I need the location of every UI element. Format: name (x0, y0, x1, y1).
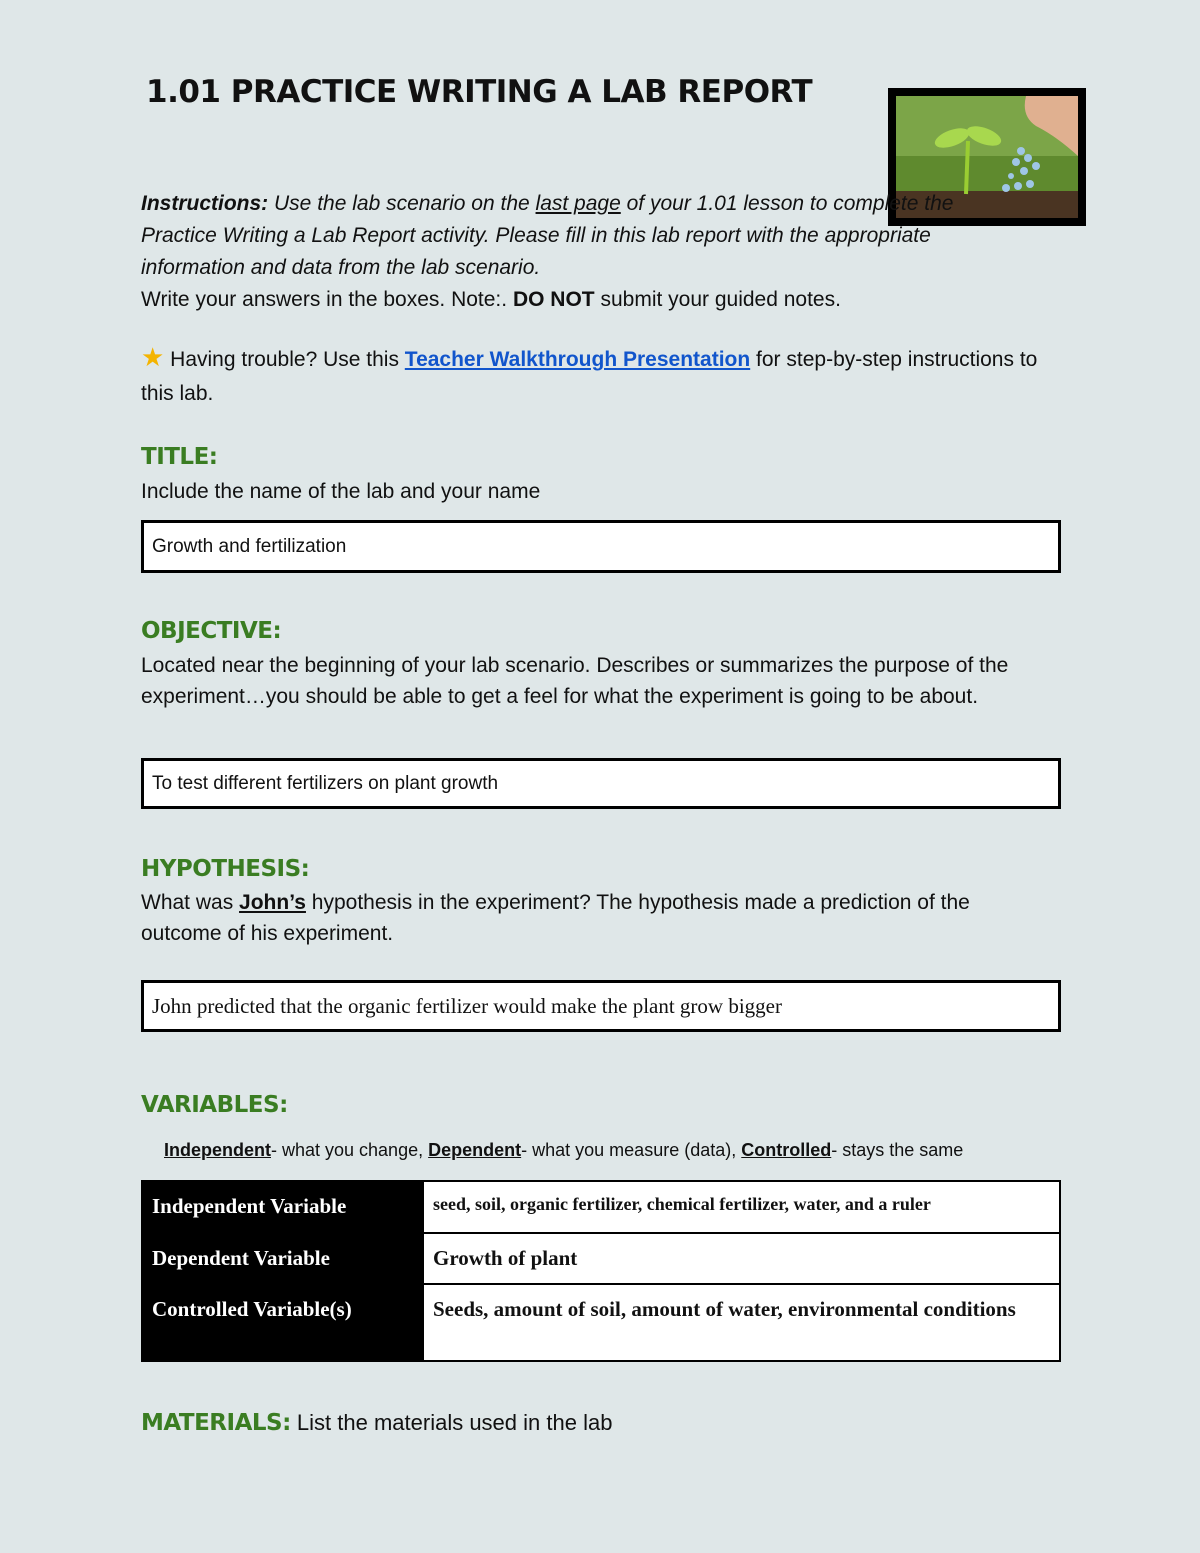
variables-table (141, 1180, 1061, 1362)
objective-answer: To test different fertilizers on plant growth (152, 772, 499, 794)
help-suffix: for step-by-step instructions to this lab. (141, 348, 1038, 405)
instructions-part4: submit your guided notes. (600, 288, 841, 311)
legend-dependent: Dependent (428, 1140, 522, 1160)
hypothesis-desc-suffix: hypothesis in the experiment? The hypothesis made a prediction of the outcome of his experiment. (141, 891, 970, 945)
materials-description: List the materials used in the lab (296, 1410, 613, 1435)
title-answer: Growth and fertilization (152, 535, 347, 557)
variable-value[interactable]: Seeds, amount of soil, amount of water, environmental conditions (423, 1284, 1060, 1361)
title-heading: TITLE: (141, 444, 218, 470)
objective-answer-box[interactable] (141, 758, 1061, 809)
legend-independent: Independent (164, 1140, 271, 1160)
variable-label: Dependent Variable (142, 1233, 423, 1284)
instructions-part3: Write your answers in the boxes. Note:. (141, 288, 508, 311)
legend-controlled-desc: - stays the same (831, 1140, 964, 1160)
hypothesis-desc-prefix: What was (141, 891, 234, 914)
legend-dependent-desc: - what you measure (data), (521, 1140, 737, 1160)
materials-heading: MATERIALS: (141, 1410, 291, 1436)
star-icon: ★ (141, 342, 165, 372)
variable-value[interactable]: seed, soil, organic fertilizer, chemical fertilizer, water, and a ruler (423, 1181, 1060, 1233)
instructions (141, 188, 1021, 316)
variable-value[interactable]: Growth of plant (423, 1233, 1060, 1284)
last-page-reference: last page (535, 192, 621, 215)
variable-label: Independent Variable (142, 1181, 423, 1233)
materials-section (141, 1410, 612, 1436)
variables-legend (164, 1140, 963, 1161)
hypothesis-description (141, 887, 1051, 949)
objective-description: Located near the beginning of your lab scenario. Describes or summarizes the purpose of the experiment…you should be able to get a feel for what the experiment is going to be about. (141, 654, 1009, 708)
legend-independent-desc: - what you change, (271, 1140, 424, 1160)
variable-label: Controlled Variable(s) (142, 1284, 423, 1361)
teacher-walkthrough-link[interactable]: Teacher Walkthrough Presentation (404, 348, 751, 371)
help-note (141, 340, 1041, 411)
table-row (142, 1284, 1060, 1361)
legend-controlled: Controlled (741, 1140, 832, 1160)
table-row (142, 1233, 1060, 1284)
instructions-lead: Instructions: (141, 192, 269, 215)
hypothesis-answer: John predicted that the organic fertilizer would make the plant grow bigger (152, 993, 782, 1018)
variables-heading: VARIABLES: (141, 1092, 288, 1118)
instructions-part1: Use the lab scenario on the (274, 192, 530, 215)
instructions-part2: of your 1.01 lesson to complete the Practice Writing a Lab Report activity. Please fill in this lab report with the appropriate information and data from the lab scenario. (141, 192, 954, 279)
help-prefix: Having trouble? Use this (170, 348, 399, 371)
title-description: Include the name of the lab and your name (141, 480, 541, 503)
instructions-emphasis: DO NOT (512, 288, 595, 311)
title-answer-box[interactable] (141, 520, 1061, 573)
hypothesis-answer-box[interactable] (141, 980, 1061, 1032)
hypothesis-desc-name: John’s (239, 891, 306, 914)
hypothesis-heading: HYPOTHESIS: (141, 856, 310, 882)
page-title: 1.01 PRACTICE WRITING A LAB REPORT (146, 74, 813, 110)
objective-heading: OBJECTIVE: (141, 618, 282, 644)
table-row (142, 1181, 1060, 1233)
